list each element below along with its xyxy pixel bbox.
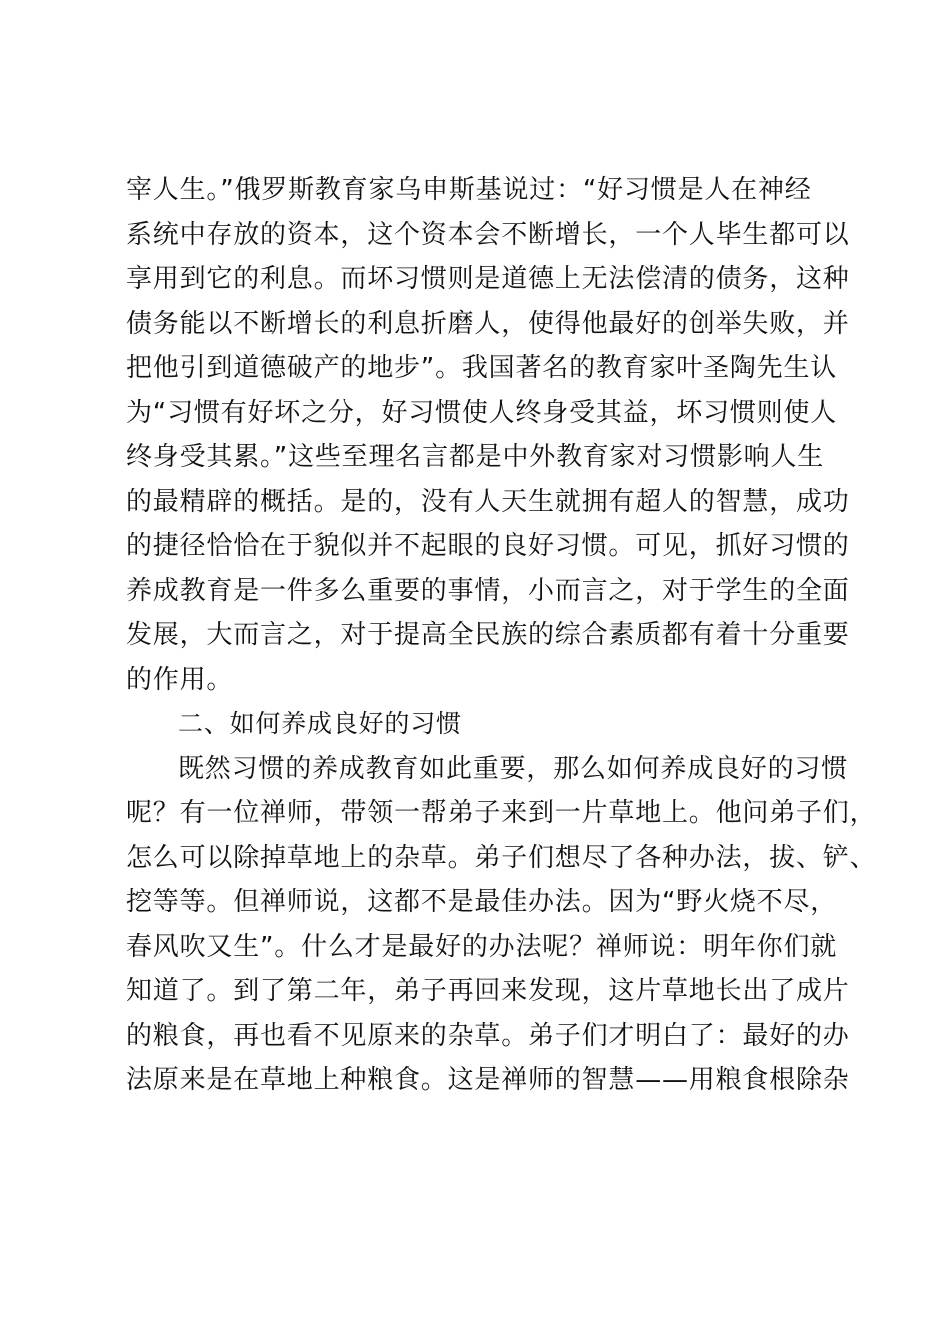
text-line: 把他引到道德破产的地步”。我国著名的教育家叶圣陶先生认 [126, 353, 838, 383]
text-line: 的作用。 [126, 664, 234, 695]
text-line: 发展，大而言之，对于提高全民族的综合素质都有着十分重要 [126, 620, 850, 650]
text-line: 为“习惯有好坏之分，好习惯使人终身受其益，坏习惯则使人 [126, 397, 838, 428]
text-line: 终身受其累。”这些至理名言都是中外教育家对习惯影响人生 [126, 442, 825, 472]
text-line: 的粮食，再也看不见原来的杂草。弟子们才明白了：最好的办 [126, 1020, 850, 1051]
text-line: 怎么可以除掉草地上的杂草。弟子们想尽了各种办法，拔、铲、 [126, 842, 877, 873]
text-line: 挖等等。但禅师说，这都不是最佳办法。因为“野火烧不尽， [126, 887, 838, 917]
section-heading: 二、如何养成良好的习惯 [178, 709, 462, 738]
text-line: 养成教育是一件多么重要的事情，小而言之，对于学生的全面 [126, 575, 850, 606]
text-line: 宰人生。”俄罗斯教育家乌申斯基说过：“好习惯是人在神经 [126, 175, 812, 205]
text-line: 享用到它的利息。而坏习惯则是道德上无法偿清的债务，这种 [126, 264, 850, 294]
text-line: 呢？有一位禅师，带领一帮弟子来到一片草地上。他问弟子们， [126, 798, 877, 828]
paragraph-first-line: 既然习惯的养成教育如此重要，那么如何养成良好的习惯 [178, 753, 849, 784]
text-line: 知道了。到了第二年，弟子再回来发现，这片草地长出了成片 [126, 976, 850, 1006]
document-body [126, 168, 877, 1103]
text-line: 债务能以不断增长的利息折磨人，使得他最好的创举失败，并 [126, 308, 850, 339]
text-line: 的捷径恰恰在于貌似并不起眼的良好习惯。可见，抓好习惯的 [126, 531, 850, 561]
text-line: 春风吹又生”。什么才是最好的办法呢？禅师说：明年你们就 [126, 931, 838, 962]
text-line: 的最精辟的概括。是的，没有人天生就拥有超人的智慧，成功 [126, 486, 850, 517]
text-line: 法原来是在草地上种粮食。这是禅师的智慧——用粮食根除杂 [126, 1065, 850, 1095]
text-line: 系统中存放的资本，这个资本会不断增长，一个人毕生都可以 [126, 219, 850, 250]
